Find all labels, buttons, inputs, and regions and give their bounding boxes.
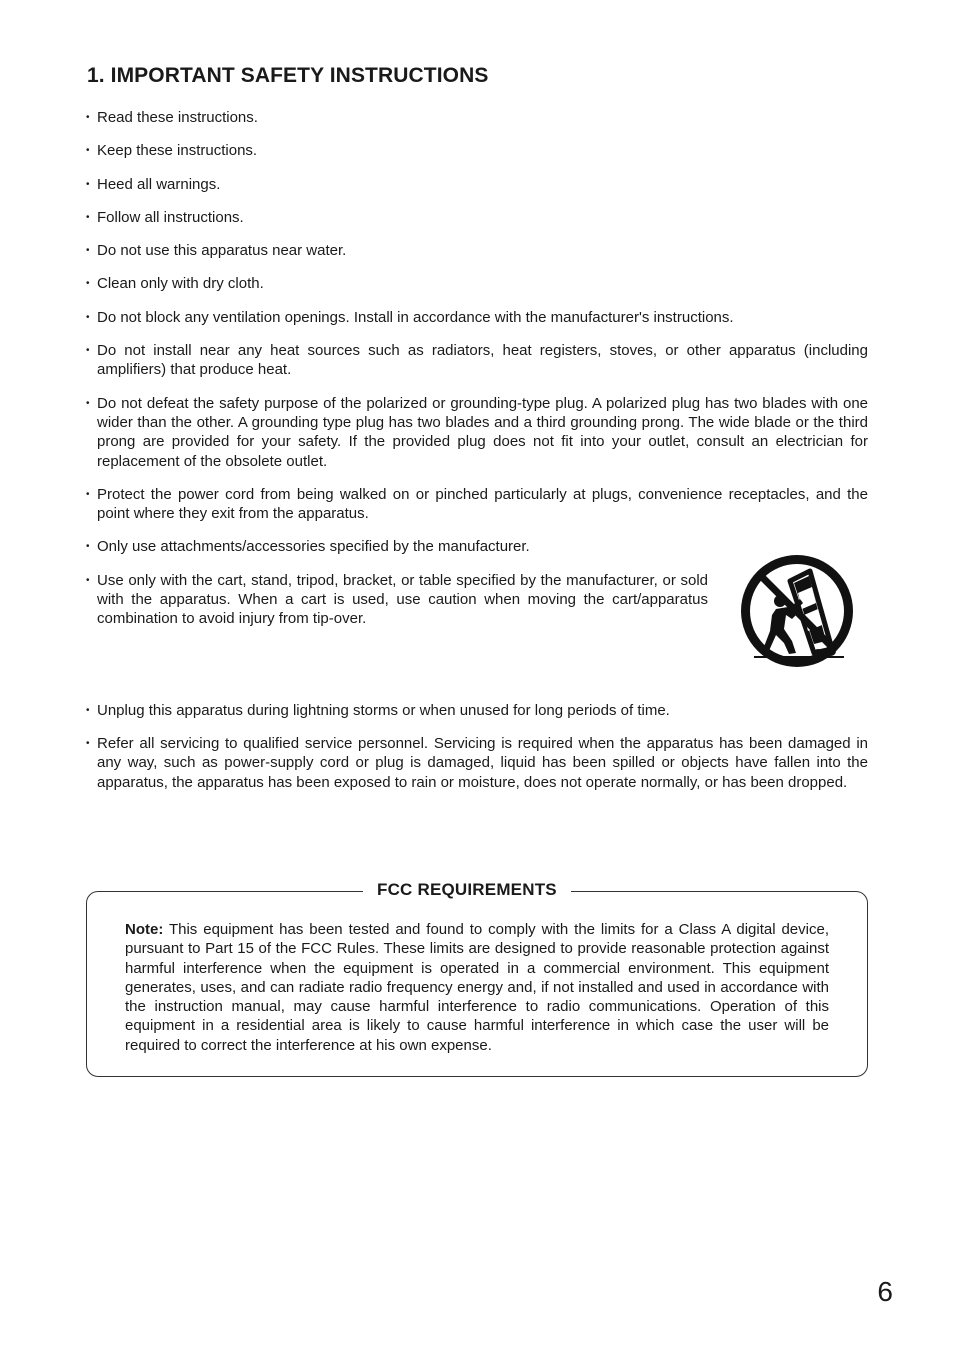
- instruction-item: • Protect the power cord from being walked on or pinched particularly at plugs, convenience receptacles, and the point where they exit from the apparatus.: [86, 485, 868, 524]
- page-title: 1. IMPORTANT SAFETY INSTRUCTIONS: [87, 64, 489, 87]
- instruction-item: • Unplug this apparatus during lightning storms or when unused for long periods of time.: [86, 701, 868, 720]
- instruction-item: • Read these instructions.: [86, 108, 868, 127]
- safety-instructions-list: [86, 108, 868, 806]
- instruction-item-text: • Use only with the cart, stand, tripod, bracket, or table specified by the manufacturer, or sold with the apparatus. When a cart is used, use caution when moving the cart/apparatus combination to avoid injury from tip-over.: [97, 571, 708, 628]
- page-number: 6: [877, 1276, 893, 1307]
- fcc-note-label: Note:: [125, 921, 164, 938]
- instruction-item: • Do not install near any heat sources such as radiators, heat registers, stoves, or other apparatus (including amplifiers) that produce heat.: [86, 341, 868, 380]
- instruction-item: • Only use attachments/accessories specified by the manufacturer.: [86, 537, 868, 556]
- instruction-item-cart: [86, 571, 868, 685]
- instruction-item: • Refer all servicing to qualified service personnel. Servicing is required when the apparatus has been damaged in any way, such as power-supply cord or plug is damaged, liquid has been spilled or objects have fallen into the apparatus, the apparatus has been exposed to rain or moisture, does not operate normally, or has been dropped.: [86, 734, 868, 792]
- instruction-item: • Clean only with dry cloth.: [86, 274, 868, 293]
- fcc-title: FCC REQUIREMENTS: [363, 880, 571, 900]
- instruction-item: • Do not use this apparatus near water.: [86, 241, 868, 260]
- fcc-note-text: This equipment has been tested and found to comply with the limits for a Class A digital device, pursuant to Part 15 of the FCC Rules. These limits are designed to provide reasonable protection against harmful interference when the equipment is operated in a commercial environment. This equipment generates, uses, and can radiate radio frequency energy and, if not installed and used in accordance with the instruction manual, may cause harmful interference to radio communications. Operation of this equipment in a residential area is likely to cause harmful interference in which case the user will be required to correct the interference at his own expense.: [125, 921, 829, 1054]
- instruction-item: • Do not block any ventilation openings. Install in accordance with the manufacturer's instructions.: [86, 308, 868, 327]
- instruction-item: • Follow all instructions.: [86, 208, 868, 227]
- instruction-item: • Keep these instructions.: [86, 141, 868, 160]
- fcc-note: [125, 920, 829, 1055]
- instruction-item: • Heed all warnings.: [86, 175, 868, 194]
- cart-tip-over-warning-icon: [740, 553, 858, 671]
- instruction-item: • Do not defeat the safety purpose of the polarized or grounding-type plug. A polarized plug has two blades with one wider than the other. A grounding type plug has two blades and a third grounding prong. The wide blade or the third prong are provided for your safety. If the provided plug does not fit into your outlet, consult an electrician for replacement of the obsolete outlet.: [86, 394, 868, 471]
- fcc-requirements-box: [86, 880, 868, 1077]
